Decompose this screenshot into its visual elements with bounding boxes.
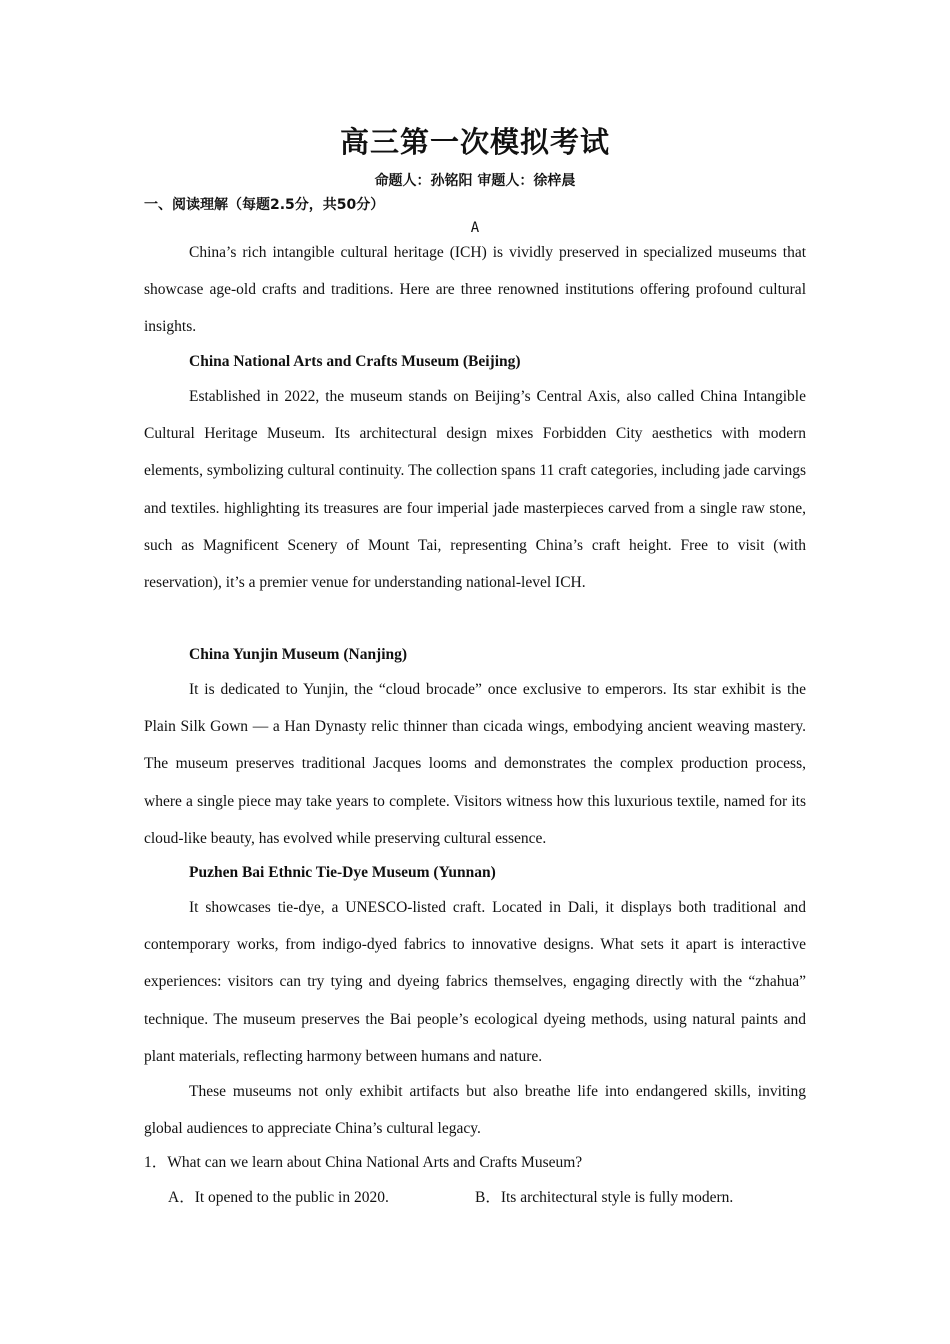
passage-intro: China’s rich intangible cultural heritage (ICH) is vividly preserved in specialized museums that showcase age-old crafts and traditions. Here are three renowned institutions offering profound cultural insights. — [144, 244, 806, 336]
question-1-option-b[interactable]: B．Its architectural style is fully modern. — [475, 1189, 734, 1206]
exam-authors: 命题人：孙铭阳 审题人：徐梓晨 — [374, 173, 576, 189]
museum-text-yunnan: It showcases tie-dye, a UNESCO-listed craft. Located in Dali, it displays both traditional and contemporary works, from indigo-dyed fabrics to innovative designs. What sets it apart is interactive experiences: visitors can try tying and dyeing fabrics themselves, engaging directly with the “zhahua” technique. The museum preserves the Bai people’s ecological dyeing methods, using natural paints and plant materials, reflecting harmony between humans and nature. — [144, 899, 806, 1065]
question-1-stem: 1．What can we learn about China National Arts and Crafts Museum? — [144, 1154, 583, 1171]
museum-text-nanjing: It is dedicated to Yunjin, the “cloud brocade” once exclusive to emperors. Its star exhibit is the Plain Silk Gown — a Han Dynasty relic thinner than cicada wings, embodying ancient weaving mastery. The museum preserves traditional Jacques looms and demonstrates the complex production process, where a single piece may take years to complete. Visitors witness how this luxurious textile, named for its cloud-like beauty, has evolved while preserving cultural essence. — [144, 681, 806, 847]
section-heading: 一、阅读理解（每题2.5分，共50分） — [144, 197, 385, 213]
museum-text-beijing: Established in 2022, the museum stands on Beijing’s Central Axis, also called China Intangible Cultural Heritage Museum. Its architectural design mixes Forbidden City aesthetics with modern elements, symbolizing cultural continuity. The collection spans 11 craft categories, including jade carvings and textiles. highlighting its treasures are four imperial jade masterpieces carved from a single raw stone, such as Magnificent Scenery of Mount Tai, representing China’s craft height. Free to visit (with reservation), it’s a premier venue for understanding national-level ICH. — [144, 388, 806, 592]
exam-title: 高三第一次模拟考试 — [339, 125, 610, 159]
question-1-option-a[interactable]: A．It opened to the public in 2020. — [168, 1189, 389, 1206]
museum-heading-yunnan: Puzhen Bai Ethnic Tie-Dye Museum (Yunnan) — [189, 864, 496, 881]
passage-letter: A — [470, 220, 480, 236]
museum-heading-nanjing: China Yunjin Museum (Nanjing) — [189, 646, 408, 663]
passage-conclusion: These museums not only exhibit artifacts but also breathe life into endangered skills, inviting global audiences to appreciate China’s cultural legacy. — [144, 1083, 806, 1138]
museum-heading-beijing: China National Arts and Crafts Museum (Beijing) — [189, 353, 521, 370]
